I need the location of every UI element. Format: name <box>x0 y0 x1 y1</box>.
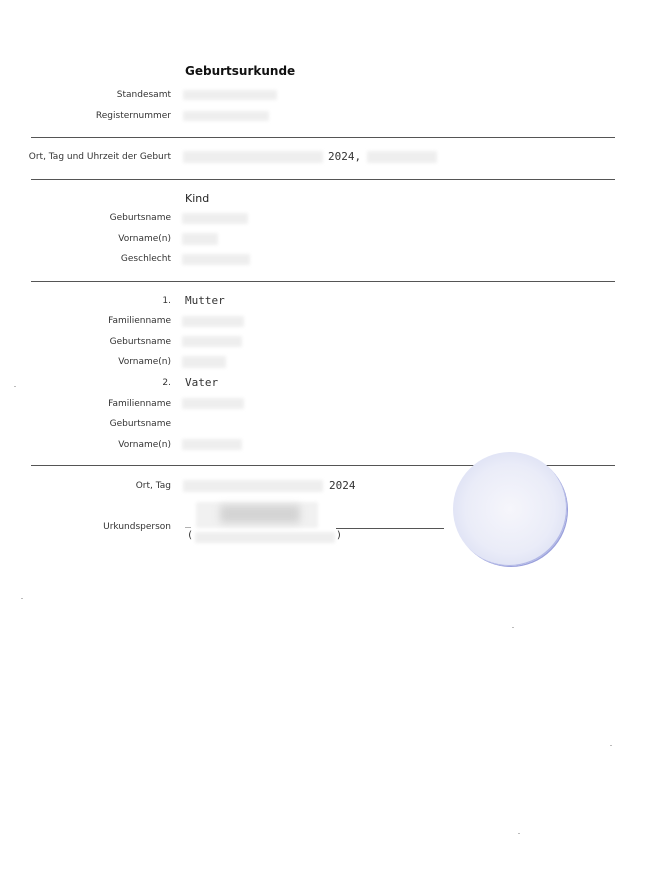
child-vornamen-redacted <box>182 233 218 245</box>
father-geburtsname-label: Geburtsname <box>109 419 171 429</box>
birth-time-redacted <box>367 151 437 163</box>
birth-place-redacted <box>183 151 323 163</box>
standesamt-label: Standesamt <box>116 90 171 100</box>
child-vornamen-label: Vorname(n) <box>118 234 171 244</box>
mother-geburtsname-label: Geburtsname <box>109 337 171 347</box>
registernummer-value-redacted <box>183 111 269 121</box>
scan-speck <box>21 598 23 599</box>
mother-geburtsname-redacted <box>182 336 242 347</box>
mother-number: 1. <box>162 296 171 306</box>
father-vornamen-label: Vorname(n) <box>118 440 171 450</box>
child-geburtsname-label: Geburtsname <box>109 213 171 223</box>
signature-line <box>336 528 444 529</box>
divider <box>31 179 615 180</box>
birth-year: 2024, <box>328 150 362 163</box>
child-geburtsname-redacted <box>182 213 248 224</box>
child-geschlecht-redacted <box>182 254 250 265</box>
father-familienname-redacted <box>182 398 244 409</box>
official-name-redacted <box>195 532 335 543</box>
signature-dash: _ <box>185 517 192 528</box>
divider <box>31 137 615 138</box>
divider <box>31 281 615 282</box>
scan-speck <box>14 386 16 387</box>
scan-speck <box>518 833 520 834</box>
official-seal <box>453 452 567 566</box>
mother-familienname-label: Familienname <box>108 316 171 326</box>
paren-open: ( <box>187 530 194 541</box>
scan-speck <box>610 745 612 746</box>
ort-tag-label: Ort, Tag <box>135 481 171 491</box>
urkundsperson-label: Urkundsperson <box>103 522 171 532</box>
issue-place-redacted <box>183 480 323 492</box>
scan-speck <box>512 627 514 628</box>
father-familienname-label: Familienname <box>108 399 171 409</box>
document-title: Geburtsurkunde <box>185 64 296 78</box>
signature-redacted <box>220 505 300 523</box>
father-heading: Vater <box>185 376 219 389</box>
mother-familienname-redacted <box>182 316 244 327</box>
registernummer-label: Registernummer <box>95 111 171 121</box>
father-number: 2. <box>162 378 171 388</box>
standesamt-value-redacted <box>183 90 277 100</box>
mother-vornamen-label: Vorname(n) <box>118 357 171 367</box>
paren-close: ) <box>336 530 343 541</box>
father-vornamen-redacted <box>182 439 242 450</box>
child-geschlecht-label: Geschlecht <box>120 254 171 264</box>
mother-heading: Mutter <box>185 294 225 307</box>
issue-year: 2024 <box>329 479 356 492</box>
birth-place-date-label: Ort, Tag und Uhrzeit der Geburt <box>28 152 171 162</box>
child-heading: Kind <box>185 192 210 205</box>
mother-vornamen-redacted <box>182 356 226 368</box>
